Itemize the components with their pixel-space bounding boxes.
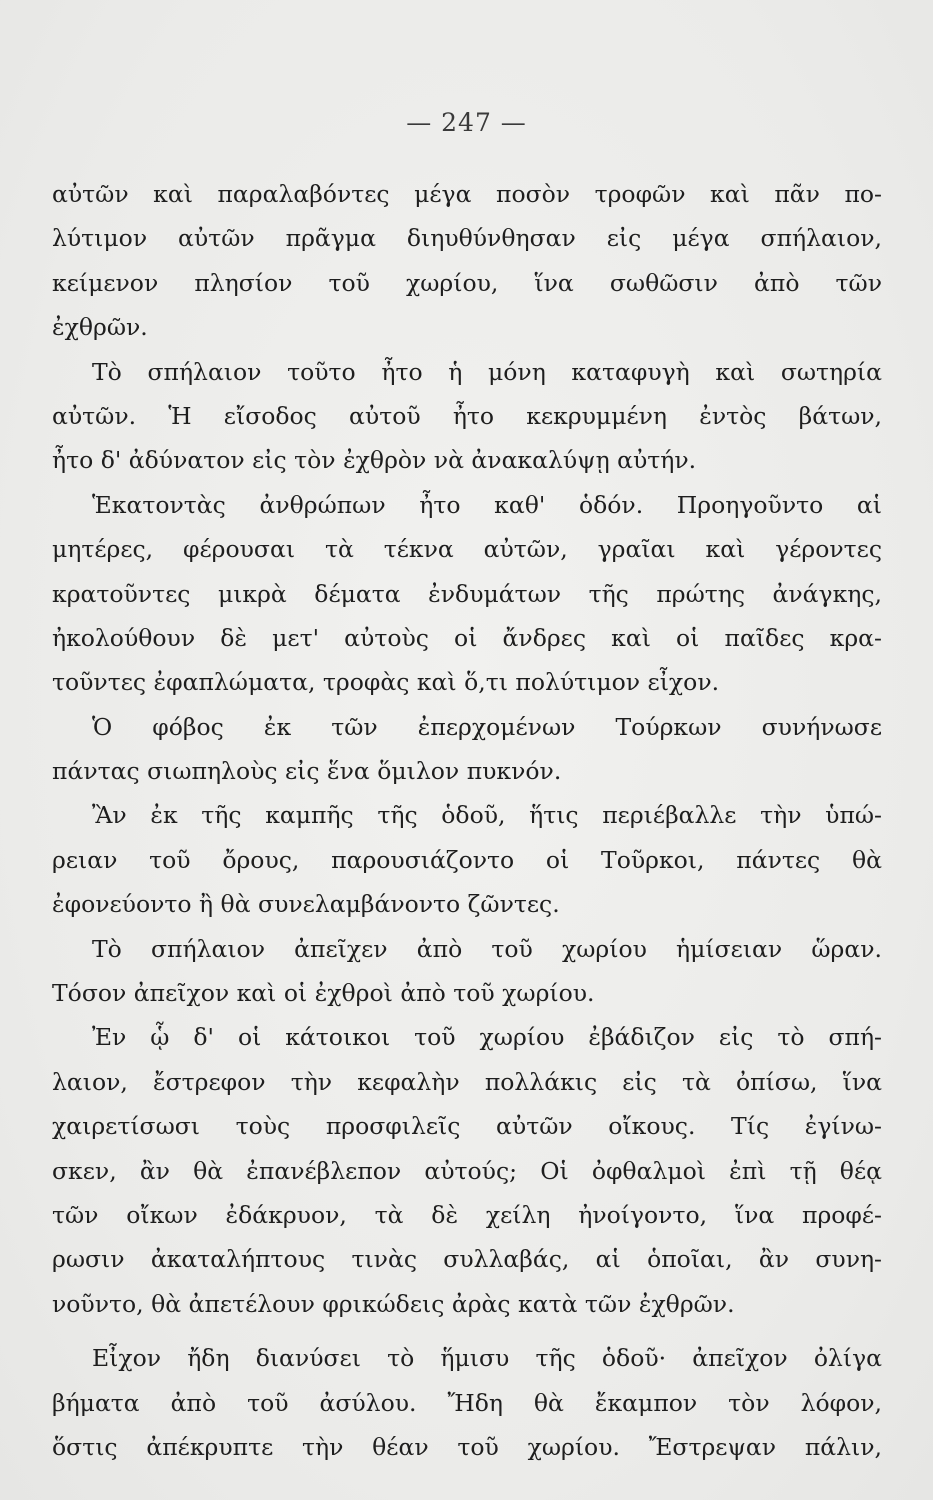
- text-line: χαιρετίσωσι τοὺς προσφιλεῖς αὐτῶν οἴκους. Τίς ἐγίνω-: [52, 1112, 882, 1141]
- text-line: Τὸ σπήλαιον τοῦτο ἦτο ἡ μόνη καταφυγὴ καὶ σωτηρία: [92, 357, 882, 386]
- text-line: Ἂν ἐκ τῆς καμπῆς τῆς ὁδοῦ, ἥτις περιέβαλλε τὴν ὑπώ-: [92, 801, 882, 830]
- text-line: τοῦντες ἐφαπλώματα, τροφὰς καὶ ὅ,τι πολύτιμον εἶχον.: [52, 668, 720, 697]
- text-line: αὐτῶν καὶ παραλαβόντες μέγα ποσὸν τροφῶν καὶ πᾶν πο-: [52, 180, 882, 208]
- text-line: λύτιμον αὐτῶν πρᾶγμα διηυθύνθησαν εἰς μέγα σπήλαιον,: [52, 224, 882, 253]
- text-line: ἦτο δ' ἀδύνατον εἰς τὸν ἐχθρὸν νὰ ἀνακαλύψῃ αὐτήν.: [52, 446, 697, 475]
- paragraph: [52, 483, 882, 705]
- paragraph: [52, 705, 882, 794]
- page-number: — 247 —: [406, 108, 527, 137]
- paragraph: [52, 793, 882, 926]
- text-line: Ἐν ᾧ δ' οἱ κάτοικοι τοῦ χωρίου ἐβάδιζον εἰς τὸ σπή-: [92, 1023, 882, 1052]
- text-line: ἐφονεύοντο ἢ θὰ συνελαμβάνοντο ζῶντες.: [52, 890, 560, 919]
- text-line: μητέρες, φέρουσαι τὰ τέκνα αὐτῶν, γραῖαι καὶ γέροντες: [52, 535, 882, 564]
- text-line: Ἑκατοντὰς ἀνθρώπων ἦτο καθ' ὁδόν. Προηγοῦντο αἱ: [92, 490, 882, 519]
- text-line: Εἶχον ἤδη διανύσει τὸ ἥμισυ τῆς ὁδοῦ· ἀπεῖχον ὀλίγα: [92, 1344, 882, 1373]
- paragraph: [52, 1336, 882, 1469]
- text-line: τῶν οἴκων ἐδάκρυον, τὰ δὲ χείλη ἠνοίγοντο, ἵνα προφέ-: [52, 1200, 882, 1229]
- paragraph: [52, 350, 882, 483]
- text-line: βήματα ἀπὸ τοῦ ἀσύλου. Ἤδη θὰ ἔκαμπον τὸν λόφον,: [52, 1388, 882, 1417]
- text-line: ἐχθρῶν.: [52, 313, 148, 342]
- paragraph: [52, 1015, 882, 1326]
- text-line: κρατοῦντες μικρὰ δέματα ἐνδυμάτων τῆς πρώτης ἀνάγκης,: [52, 579, 882, 608]
- text-line: αὐτῶν. Ἡ εἴσοδος αὐτοῦ ἦτο κεκρυμμένη ἐντὸς βάτων,: [52, 401, 882, 430]
- text-line: Τόσον ἀπεῖχον καὶ οἱ ἐχθροὶ ἀπὸ τοῦ χωρίου.: [52, 979, 595, 1008]
- text-line: ρωσιν ἀκαταλήπτους τινὰς συλλαβάς, αἱ ὁποῖαι, ἂν συνη-: [52, 1245, 882, 1274]
- text-line: σκεν, ἂν θὰ ἐπανέβλεπον αὐτούς; Οἱ ὀφθαλμοὶ ἐπὶ τῇ θέᾳ: [52, 1156, 882, 1185]
- paragraph: [52, 172, 882, 350]
- body-text: [52, 172, 882, 1469]
- text-line: ρειαν τοῦ ὄρους, παρουσιάζοντο οἱ Τοῦρκοι, πάντες θὰ: [52, 845, 882, 874]
- text-line: Ὁ φόβος ἐκ τῶν ἐπερχομένων Τούρκων συνήνωσε: [92, 712, 882, 741]
- text-line: νοῦντο, θὰ ἀπετέλουν φρικώδεις ἀρὰς κατὰ τῶν ἐχθρῶν.: [52, 1289, 735, 1318]
- paragraph: [52, 927, 882, 1016]
- text-line: κείμενον πλησίον τοῦ χωρίου, ἵνα σωθῶσιν ἀπὸ τῶν: [52, 268, 882, 297]
- text-line: ὅστις ἀπέκρυπτε τὴν θέαν τοῦ χωρίου. Ἔστρεψαν πάλιν,: [52, 1432, 882, 1461]
- text-line: Τὸ σπήλαιον ἀπεῖχεν ἀπὸ τοῦ χωρίου ἡμίσειαν ὥραν.: [92, 934, 882, 963]
- text-line: ἠκολούθουν δὲ μετ' αὐτοὺς οἱ ἄνδρες καὶ οἱ παῖδες κρα-: [52, 623, 882, 652]
- text-line: πάντας σιωπηλοὺς εἰς ἕνα ὅμιλον πυκνόν.: [52, 757, 562, 786]
- text-line: λαιον, ἔστρεφον τὴν κεφαλὴν πολλάκις εἰς τὰ ὀπίσω, ἵνα: [52, 1067, 882, 1096]
